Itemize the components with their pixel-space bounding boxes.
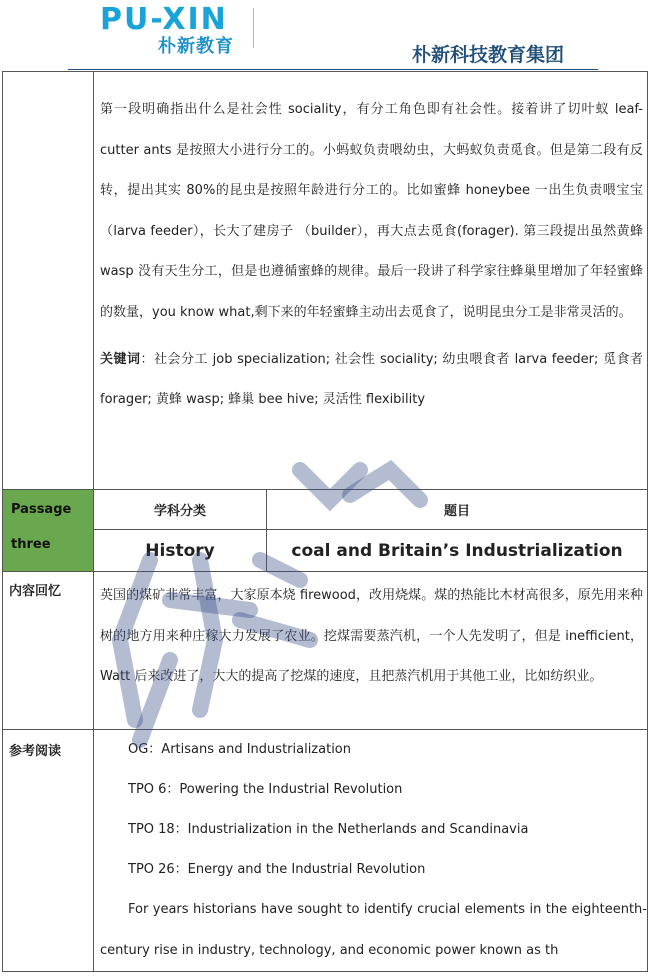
reference-list (94, 730, 647, 971)
content-table (2, 71, 648, 972)
summary-cell (94, 72, 648, 490)
subject-header: 学科分类 (94, 490, 267, 530)
reference-item: TPO 18：Industrialization in the Netherlands and Scandinavia (128, 822, 529, 837)
reference-label-cell (3, 730, 94, 972)
summary-text: 第一段明确指出什么是社会性 sociality，有分工角色即有社会性。接着讲了切叶蚁 leaf-cutter ants 是按照大小进行分工的。小蚂蚁负责喂幼虫，大蚂蚁负责觅食。但是第二段有反转，提出其实 80%的昆虫是按照年龄进行分工的。比如蜜蜂 honeybee 一出生负责喂宝宝（larva feeder），长大了建房子 （builder），再大点去觅食(forager). 第三段提出虽然黄蜂 wasp 没有天生分工，但是也遵循蜜蜂的规律。最后一段讲了科学家往蜂巢里增加了年轻蜜蜂的数量，you know what,剩下来的年轻蜜蜂主动出去觅食了，说明昆虫分工是非常灵活的。 (100, 102, 643, 320)
reference-row (3, 730, 648, 972)
passage-header-row (3, 490, 648, 530)
topic-header: 题目 (267, 490, 648, 530)
recall-label-cell (3, 572, 94, 730)
keywords-text (94, 333, 647, 420)
reference-item: OG：Artisans and Industrialization (128, 742, 351, 757)
passage-value-row (3, 530, 648, 572)
recall-label: 内容回忆 (9, 584, 62, 599)
logo-chinese: 朴新教育 (158, 36, 234, 57)
group-name: 朴新科技教育集团 (412, 44, 565, 66)
recall-row (3, 572, 648, 730)
subject-value: History (94, 530, 267, 572)
page-header (0, 0, 648, 70)
recall-cell (94, 572, 648, 730)
header-rule (68, 69, 598, 70)
logo-latin: PU-XIN (100, 2, 228, 37)
passage-label-line2: three (11, 537, 51, 552)
keywords-label: 关键词 (100, 352, 141, 367)
summary-side-cell (3, 72, 94, 490)
passage-label-cell (3, 490, 94, 572)
keywords-list: ：社会分工 job specialization; 社会性 sociality; 幼虫喂食者 larva feeder; 觅食者 forager; 黄蜂 wasp; 蜂巢 bee hive; 灵活性 flexibility (100, 352, 643, 407)
reference-item: TPO 26：Energy and the Industrial Revolution (128, 862, 426, 877)
topic-value: coal and Britain’s Industrialization (267, 530, 648, 572)
passage-label-line1: Passage (11, 502, 72, 517)
logo-divider (253, 8, 254, 48)
reference-paragraph: For years historians have sought to identify crucial elements in the eighteenth-century rise in industry, technology, and economic power known as th (100, 902, 647, 958)
summary-row (3, 72, 648, 490)
reference-label: 参考阅读 (9, 744, 62, 759)
recall-text: 英国的煤矿非常丰富，大家原本烧 firewood，改用烧煤。煤的热能比木材高很多，原先用来种树的地方用来种庄稼大力发展了农业。挖煤需要蒸汽机，一个人先发明了，但是 inefficient，Watt 后来改进了，大大的提高了挖煤的速度，且把蒸汽机用于其他工业，比如纺织业。 (100, 588, 643, 684)
reference-cell (94, 730, 648, 972)
reference-item: TPO 6：Powering the Industrial Revolution (128, 782, 403, 797)
